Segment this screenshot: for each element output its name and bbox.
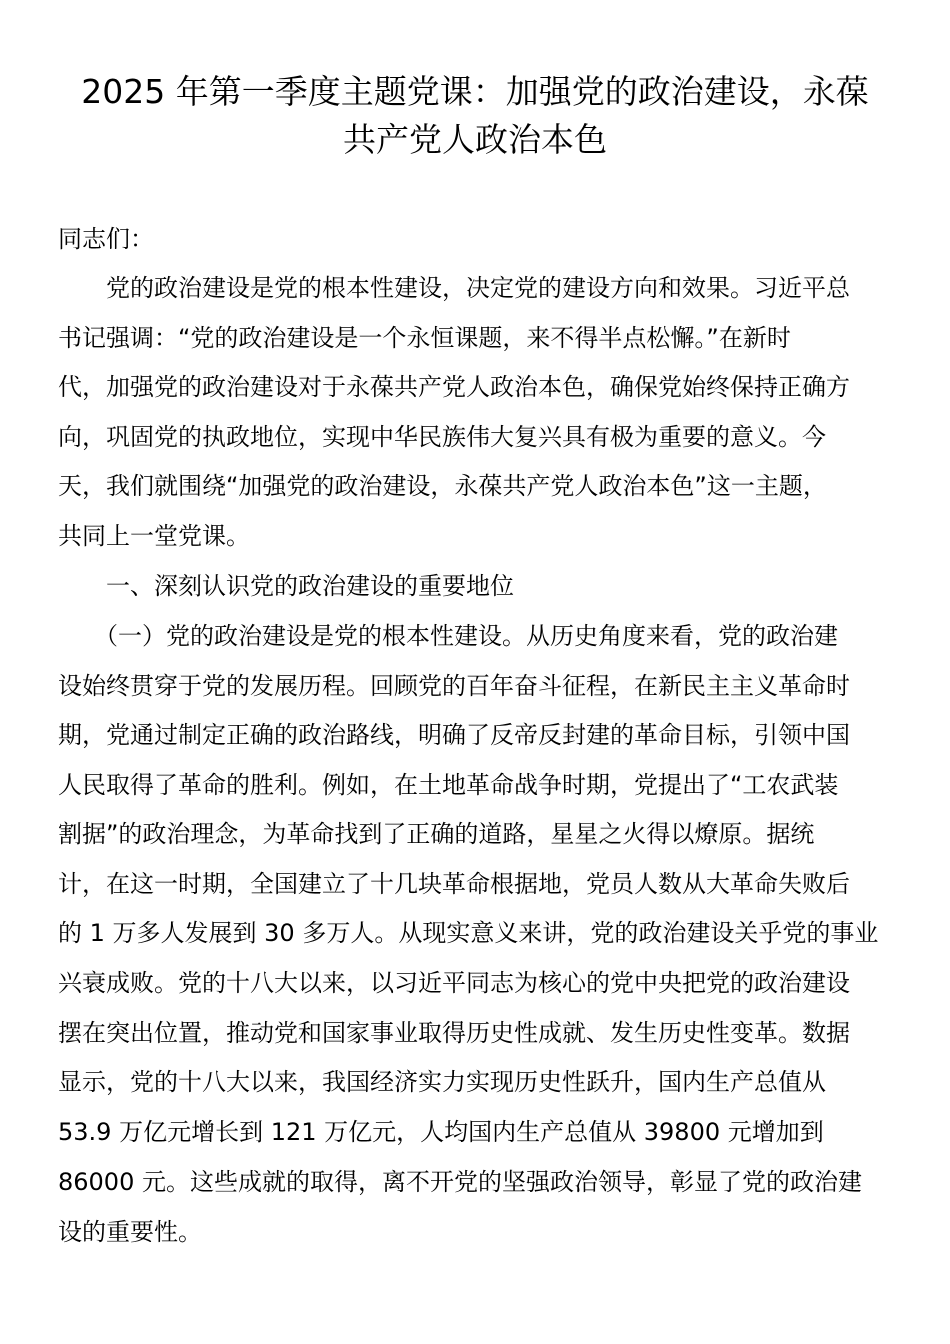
body-line: 共同上一堂党课。 bbox=[58, 522, 250, 550]
body-line: 书记强调：“党的政治建设是一个永恒课题，来不得半点松懈。”在新时 bbox=[58, 324, 791, 352]
document-title-line-2: 共产党人政治本色 bbox=[343, 120, 607, 159]
salutation: 同志们： bbox=[58, 225, 154, 253]
body-line: 党的政治建设是党的根本性建设，决定党的建设方向和效果。习近平总 bbox=[58, 274, 850, 302]
body-line: 代，加强党的政治建设对于永葆共产党人政治本色，确保党始终保持正确方 bbox=[58, 373, 850, 401]
body-line: 摆在突出位置，推动党和国家事业取得历史性成就、发生历史性变革。数据 bbox=[58, 1019, 850, 1047]
body-line: 86000 元。这些成就的取得，离不开党的坚强政治领导，彰显了党的政治建 bbox=[58, 1168, 862, 1196]
body-line: 计，在这一时期，全国建立了十几块革命根据地，党员人数从大革命失败后 bbox=[58, 870, 850, 898]
body-line: 兴衰成败。党的十八大以来，以习近平同志为核心的党中央把党的政治建设 bbox=[58, 969, 850, 997]
document-title-line-1: 2025 年第一季度主题党课：加强党的政治建设，永葆 bbox=[81, 72, 869, 111]
body-line: 设始终贯穿于党的发展历程。回顾党的百年奋斗征程，在新民主主义革命时 bbox=[58, 672, 850, 700]
body-line: 期，党通过制定正确的政治路线，明确了反帝反封建的革命目标，引领中国 bbox=[58, 721, 850, 749]
body-line: 设的重要性。 bbox=[58, 1218, 202, 1246]
body-line: 53.9 万亿元增长到 121 万亿元，人均国内生产总值从 39800 元增加到 bbox=[58, 1118, 824, 1146]
body-line: 天，我们就围绕“加强党的政治建设，永葆共产党人政治本色”这一主题， bbox=[58, 472, 827, 500]
body-line: 向，巩固党的执政地位，实现中华民族伟大复兴具有极为重要的意义。今 bbox=[58, 423, 826, 451]
body-line: 割据”的政治理念，为革命找到了正确的道路，星星之火得以燎原。据统 bbox=[58, 820, 815, 848]
body-line: 人民取得了革命的胜利。例如，在土地革命战争时期，党提出了“工农武装 bbox=[58, 771, 839, 799]
body-line: 的 1 万多人发展到 30 多万人。从现实意义来讲，党的政治建设关乎党的事业 bbox=[58, 919, 879, 947]
section-heading: 一、深刻认识党的政治建设的重要地位 bbox=[58, 572, 514, 600]
body-line: 显示，党的十八大以来，我国经济实力实现历史性跃升，国内生产总值从 bbox=[58, 1068, 826, 1096]
body-line: （一）党的政治建设是党的根本性建设。从历史角度来看，党的政治建 bbox=[58, 622, 838, 650]
